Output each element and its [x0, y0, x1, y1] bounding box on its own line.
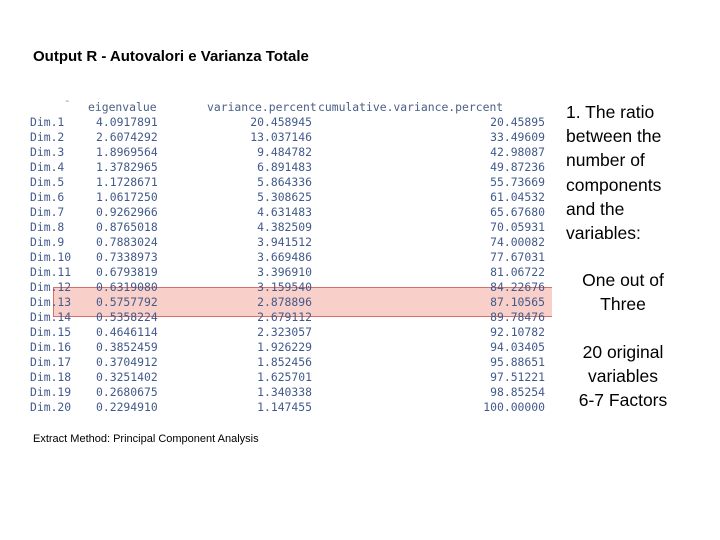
- footnote: Extract Method: Principal Component Analysis: [33, 433, 259, 445]
- row-eigenvalue: 0.5757792: [96, 295, 158, 309]
- row-eigenvalue: 0.2680675: [96, 385, 158, 399]
- note-variables-factors: [552, 340, 694, 413]
- row-eigenvalue: 0.3704912: [96, 355, 158, 369]
- note-line: variables:: [566, 223, 641, 244]
- note-line: components: [566, 174, 662, 195]
- note-one-out-of-three: [552, 268, 694, 316]
- row-variance-percent: 2.323057: [257, 325, 312, 339]
- row-dim-label: Dim.1: [30, 115, 65, 129]
- row-cumulative-percent: 42.98087: [490, 145, 545, 159]
- row-cumulative-percent: 49.87236: [490, 160, 545, 174]
- row-eigenvalue: 0.3251402: [96, 370, 158, 384]
- row-dim-label: Dim.10: [30, 250, 72, 264]
- row-eigenvalue: 0.2294910: [96, 400, 158, 414]
- note-ratio: [566, 100, 706, 245]
- row-cumulative-percent: 55.73669: [490, 175, 545, 189]
- row-variance-percent: 4.382509: [257, 220, 312, 234]
- note-line: One out of: [582, 270, 664, 290]
- row-dim-label: Dim.20: [30, 400, 72, 414]
- row-cumulative-percent: 87.10565: [490, 295, 545, 309]
- row-cumulative-percent: 97.51221: [490, 370, 545, 384]
- note-line: 1. The ratio: [566, 102, 655, 122]
- row-variance-percent: 1.926229: [257, 340, 312, 354]
- row-dim-label: Dim.5: [30, 175, 65, 189]
- row-eigenvalue: 0.9262966: [96, 205, 158, 219]
- row-eigenvalue: 0.7883024: [96, 235, 158, 249]
- row-dim-label: Dim.12: [30, 280, 72, 294]
- row-variance-percent: 1.147455: [257, 400, 312, 414]
- row-eigenvalue: 1.1728671: [96, 175, 158, 189]
- r-output-table: [26, 96, 552, 416]
- slide-title: Output R - Autovalori e Varianza Totale: [33, 48, 309, 65]
- row-eigenvalue: 4.0917891: [96, 115, 158, 129]
- row-cumulative-percent: 20.45895: [490, 115, 545, 129]
- row-variance-percent: 6.891483: [257, 160, 312, 174]
- row-eigenvalue: 1.0617250: [96, 190, 158, 204]
- row-dim-label: Dim.19: [30, 385, 72, 399]
- row-dim-label: Dim.7: [30, 205, 65, 219]
- console-prompt-mark: -: [64, 96, 71, 107]
- row-variance-percent: 5.864336: [257, 175, 312, 189]
- row-cumulative-percent: 92.10782: [490, 325, 545, 339]
- note-line: Three: [600, 294, 646, 315]
- row-eigenvalue: 0.8765018: [96, 220, 158, 234]
- row-dim-label: Dim.8: [30, 220, 65, 234]
- row-eigenvalue: 0.3852459: [96, 340, 158, 354]
- row-cumulative-percent: 89.78476: [490, 310, 545, 324]
- row-dim-label: Dim.17: [30, 355, 72, 369]
- header-cumulative-variance-percent: cumulative.variance.percent: [318, 100, 504, 114]
- row-dim-label: Dim.11: [30, 265, 72, 279]
- row-cumulative-percent: 95.88651: [490, 355, 545, 369]
- row-variance-percent: 2.878896: [257, 295, 312, 309]
- row-dim-label: Dim.18: [30, 370, 72, 384]
- row-variance-percent: 3.396910: [257, 265, 312, 279]
- row-eigenvalue: 0.5358224: [96, 310, 158, 324]
- row-dim-label: Dim.14: [30, 310, 72, 324]
- row-variance-percent: 3.941512: [257, 235, 312, 249]
- row-dim-label: Dim.13: [30, 295, 72, 309]
- row-dim-label: Dim.2: [30, 130, 65, 144]
- header-variance-percent: variance.percent: [207, 100, 317, 114]
- row-eigenvalue: 0.4646114: [96, 325, 158, 339]
- row-dim-label: Dim.15: [30, 325, 72, 339]
- row-eigenvalue: 0.6319080: [96, 280, 158, 294]
- header-eigenvalue: eigenvalue: [88, 100, 157, 114]
- row-cumulative-percent: 70.05931: [490, 220, 545, 234]
- row-cumulative-percent: 84.22676: [490, 280, 545, 294]
- row-variance-percent: 3.669486: [257, 250, 312, 264]
- row-cumulative-percent: 98.85254: [490, 385, 545, 399]
- row-variance-percent: 1.852456: [257, 355, 312, 369]
- row-dim-label: Dim.4: [30, 160, 65, 174]
- row-eigenvalue: 1.8969564: [96, 145, 158, 159]
- note-line: 20 original: [582, 342, 664, 362]
- note-line: variables: [587, 366, 659, 387]
- note-line: 6-7 Factors: [578, 390, 668, 411]
- row-variance-percent: 2.679112: [257, 310, 312, 324]
- row-variance-percent: 9.484782: [257, 145, 312, 159]
- row-cumulative-percent: 81.06722: [490, 265, 545, 279]
- row-variance-percent: 20.458945: [250, 115, 312, 129]
- row-eigenvalue: 0.6793819: [96, 265, 158, 279]
- row-eigenvalue: 2.6074292: [96, 130, 158, 144]
- row-eigenvalue: 0.7338973: [96, 250, 158, 264]
- row-cumulative-percent: 33.49609: [490, 130, 545, 144]
- note-line: between the: [566, 126, 662, 147]
- row-cumulative-percent: 94.03405: [490, 340, 545, 354]
- row-dim-label: Dim.3: [30, 145, 65, 159]
- row-cumulative-percent: 77.67031: [490, 250, 545, 264]
- note-line: number of: [566, 150, 645, 171]
- row-cumulative-percent: 61.04532: [490, 190, 545, 204]
- row-variance-percent: 5.308625: [257, 190, 312, 204]
- note-line: and the: [566, 198, 625, 219]
- row-variance-percent: 3.159540: [257, 280, 312, 294]
- row-variance-percent: 1.340338: [257, 385, 312, 399]
- row-dim-label: Dim.9: [30, 235, 65, 249]
- row-variance-percent: 1.625701: [257, 370, 312, 384]
- row-eigenvalue: 1.3782965: [96, 160, 158, 174]
- row-variance-percent: 13.037146: [250, 130, 312, 144]
- row-cumulative-percent: 100.00000: [483, 400, 545, 414]
- row-cumulative-percent: 74.00082: [490, 235, 545, 249]
- row-cumulative-percent: 65.67680: [490, 205, 545, 219]
- row-dim-label: Dim.16: [30, 340, 72, 354]
- row-dim-label: Dim.6: [30, 190, 65, 204]
- row-variance-percent: 4.631483: [257, 205, 312, 219]
